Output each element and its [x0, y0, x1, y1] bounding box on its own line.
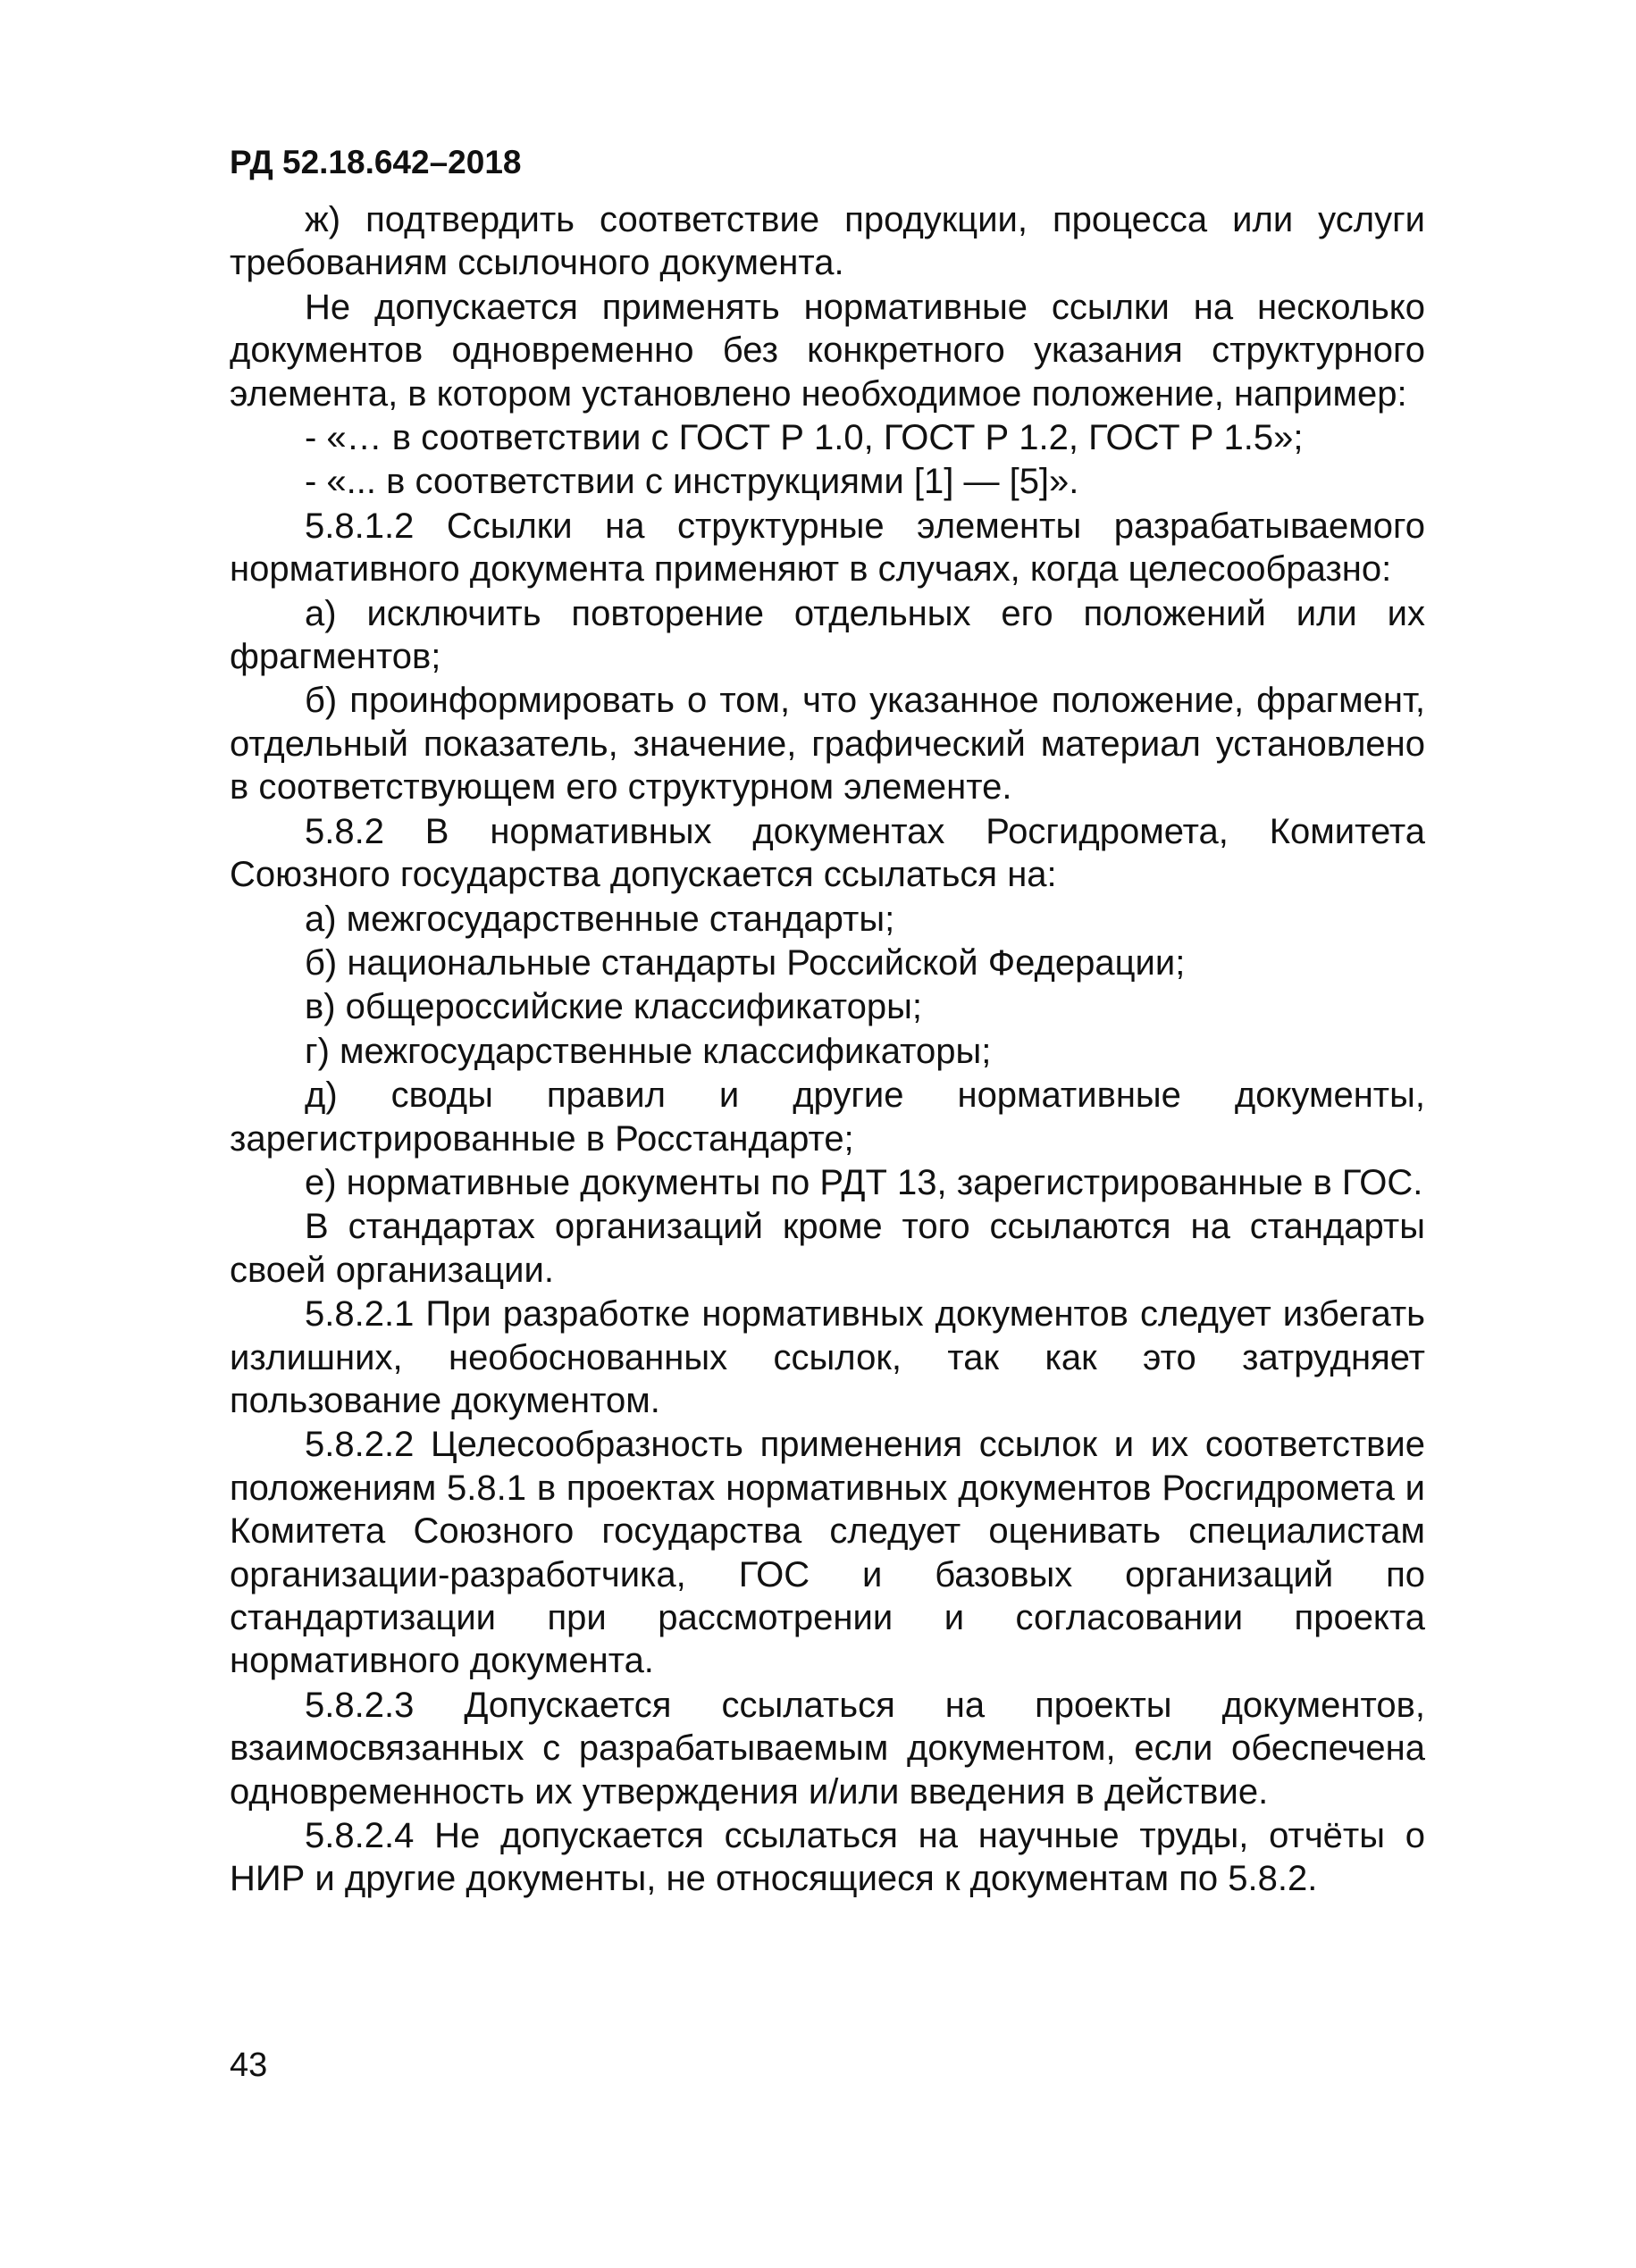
- paragraph-example-1: - «… в соответствии с ГОСТ Р 1.0, ГОСТ Р 1.2, ГОСТ Р 1.5»;: [305, 418, 1304, 458]
- document-body: [230, 198, 1425, 1902]
- paragraph-item-g: г) межгосударственные классификаторы;: [305, 1031, 992, 1071]
- paragraph-5-8-2-1: 5.8.2.1 При разработке нормативных документов следует избегать излишних, необоснованных ссылок, так как это затрудняет пользование документом.: [230, 1294, 1425, 1420]
- paragraph-item-v: в) общероссийские классификаторы;: [305, 987, 923, 1027]
- paragraph-5-8-1-2: 5.8.1.2 Ссылки на структурные элементы разрабатываемого нормативного документа применяют в случаях, когда целесообразно:: [230, 506, 1425, 590]
- paragraph-organization-standards: В стандартах организаций кроме того ссылаются на стандарты своей организации.: [230, 1207, 1425, 1290]
- paragraph-item-a-2: а) межгосударственные стандарты;: [305, 899, 895, 939]
- paragraph-example-2: - «... в соответствии с инструкциями [1] — [5]».: [305, 462, 1079, 502]
- paragraph-item-b-2: б) национальные стандарты Российской Федерации;: [305, 942, 1186, 983]
- document-code-header: РД 52.18.642–2018: [230, 144, 522, 180]
- paragraph-item-d: д) своды правил и другие нормативные документы, зарегистрированные в Росстандарте;: [230, 1075, 1425, 1159]
- paragraph-item-a-1: а) исключить повторение отдельных его положений или их фрагментов;: [230, 593, 1425, 677]
- paragraph-references-restriction: Не допускается применять нормативные ссылки на несколько документов одновременно без конкретного указания структурного элемента, в котором установлено необходимое положение, например:: [230, 287, 1425, 414]
- paragraph-item-zh: ж) подтвердить соответствие продукции, процесса или услуги требованиям ссылочного документа.: [230, 200, 1425, 283]
- paragraph-5-8-2-4: 5.8.2.4 Не допускается ссылаться на научные труды, отчёты о НИР и другие документы, не относящиеся к документам по 5.8.2.: [230, 1816, 1425, 1899]
- paragraph-5-8-2: 5.8.2 В нормативных документах Росгидромета, Комитета Союзного государства допускается ссылаться на:: [230, 811, 1425, 895]
- paragraph-5-8-2-2: 5.8.2.2 Целесообразность применения ссылок и их соответствие положениям 5.8.1 в проектах нормативных документов Росгидромета и Комитета Союзного государства следует оценивать специалистам организации-разработчика, ГОС и базовых организаций по стандартизации при рассмотрении и согласовании проекта нормативного документа.: [230, 1425, 1425, 1681]
- paragraph-item-b-1: б) проинформировать о том, что указанное положение, фрагмент, отдельный показатель, значение, графический материал установлено в соответствующем его структурном элементе.: [230, 681, 1425, 808]
- paragraph-item-e: е) нормативные документы по РДТ 13, зарегистрированные в ГОС.: [305, 1162, 1423, 1202]
- page-number: 43: [230, 2046, 268, 2084]
- paragraph-5-8-2-3: 5.8.2.3 Допускается ссылаться на проекты документов, взаимосвязанных с разрабатываемым документом, если обеспечена одновременность их утверждения и/или введения в действие.: [230, 1685, 1425, 1812]
